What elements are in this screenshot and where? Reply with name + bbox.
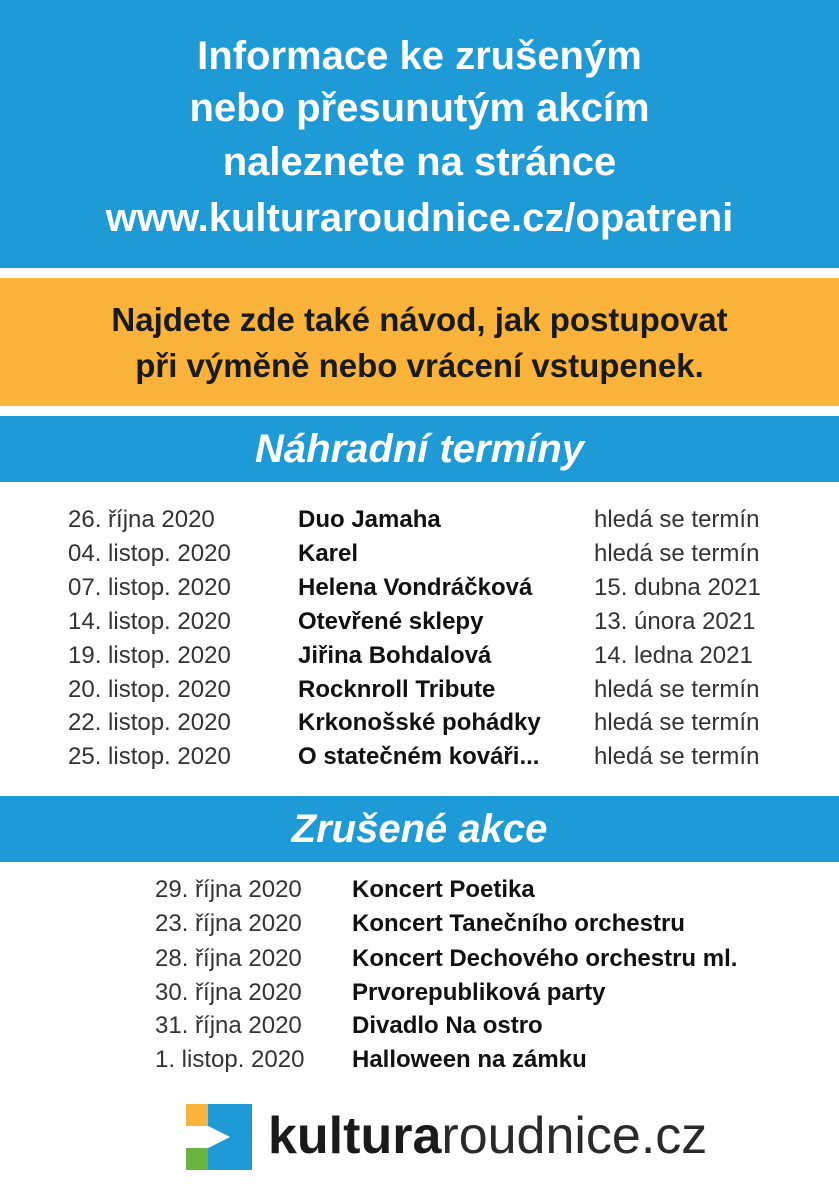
kultura-k-logo-icon [186, 1104, 252, 1170]
list-item [0, 907, 839, 941]
event-name: Prvorepubliková party [352, 979, 606, 1006]
list-item [0, 942, 839, 976]
event-name: Karel [298, 540, 359, 567]
list-item [0, 605, 839, 639]
list-item [0, 503, 839, 537]
event-name: Koncert Dechového orchestru ml. [352, 945, 738, 972]
event-name: Helena Vondráčková [298, 574, 533, 601]
event-name: Divadlo Na ostro [352, 1012, 543, 1039]
event-name: Koncert Poetika [352, 876, 535, 903]
info-line-1: Informace ke zrušeným [197, 34, 642, 78]
new-date-status: hledá se termín [594, 506, 760, 533]
info-banner [0, 0, 839, 268]
list-item [0, 571, 839, 605]
list-item [0, 1009, 839, 1043]
event-date: 04. listop. 2020 [68, 540, 231, 567]
new-date-status: hledá se termín [594, 676, 760, 703]
notice-line-2: při výměně nebo vrácení vstupenek. [135, 347, 704, 384]
new-date-status: hledá se termín [594, 709, 760, 736]
list-item [0, 639, 839, 673]
cancelled-heading: Zrušené akce [0, 796, 839, 862]
event-date: 28. října 2020 [155, 945, 302, 972]
event-date: 23. října 2020 [155, 910, 302, 937]
event-date: 14. listop. 2020 [68, 608, 231, 635]
event-name: Krkonošské pohádky [298, 709, 541, 736]
logo-wordmark [268, 1104, 707, 1168]
list-item [0, 537, 839, 571]
event-date: 26. října 2020 [68, 506, 215, 533]
info-line-2: nebo přesunutým akcím [189, 86, 650, 130]
list-item [0, 673, 839, 707]
new-date-status: hledá se termín [594, 743, 760, 770]
list-item [0, 740, 839, 774]
event-date: 29. října 2020 [155, 876, 302, 903]
event-name: Rocknroll Tribute [298, 676, 496, 703]
event-date: 30. října 2020 [155, 979, 302, 1006]
event-name: Jiřina Bohdalová [298, 642, 492, 669]
event-name: O statečném kováři... [298, 743, 540, 770]
kultura-roudnice-logo[interactable] [186, 1100, 706, 1172]
new-date-status: 15. dubna 2021 [594, 574, 761, 601]
info-line-3: naleznete na stránce [222, 140, 617, 184]
list-item [0, 873, 839, 907]
list-item [0, 1043, 839, 1077]
list-item [0, 976, 839, 1010]
website-url[interactable]: www.kulturaroudnice.cz/opatreni [105, 196, 734, 240]
ticket-notice-banner [0, 278, 839, 406]
event-date: 25. listop. 2020 [68, 743, 231, 770]
new-date-status: hledá se termín [594, 540, 760, 567]
logo-light-text: roudnice.cz [441, 1107, 708, 1165]
event-name: Otevřené sklepy [298, 608, 484, 635]
logo-bold-text: kultura [268, 1107, 442, 1165]
event-date: 20. listop. 2020 [68, 676, 231, 703]
event-name: Koncert Tanečního orchestru [352, 910, 685, 937]
event-name: Duo Jamaha [298, 506, 441, 533]
notice-line-1: Najdete zde také návod, jak postupovat [111, 301, 728, 338]
new-date-status: 14. ledna 2021 [594, 642, 753, 669]
list-item [0, 706, 839, 740]
event-date: 1. listop. 2020 [155, 1046, 305, 1073]
new-date-status: 13. února 2021 [594, 608, 756, 635]
event-date: 22. listop. 2020 [68, 709, 231, 736]
event-date: 07. listop. 2020 [68, 574, 231, 601]
rescheduled-heading: Náhradní termíny [0, 416, 839, 482]
event-date: 19. listop. 2020 [68, 642, 231, 669]
event-date: 31. října 2020 [155, 1012, 302, 1039]
event-name: Halloween na zámku [352, 1046, 587, 1073]
